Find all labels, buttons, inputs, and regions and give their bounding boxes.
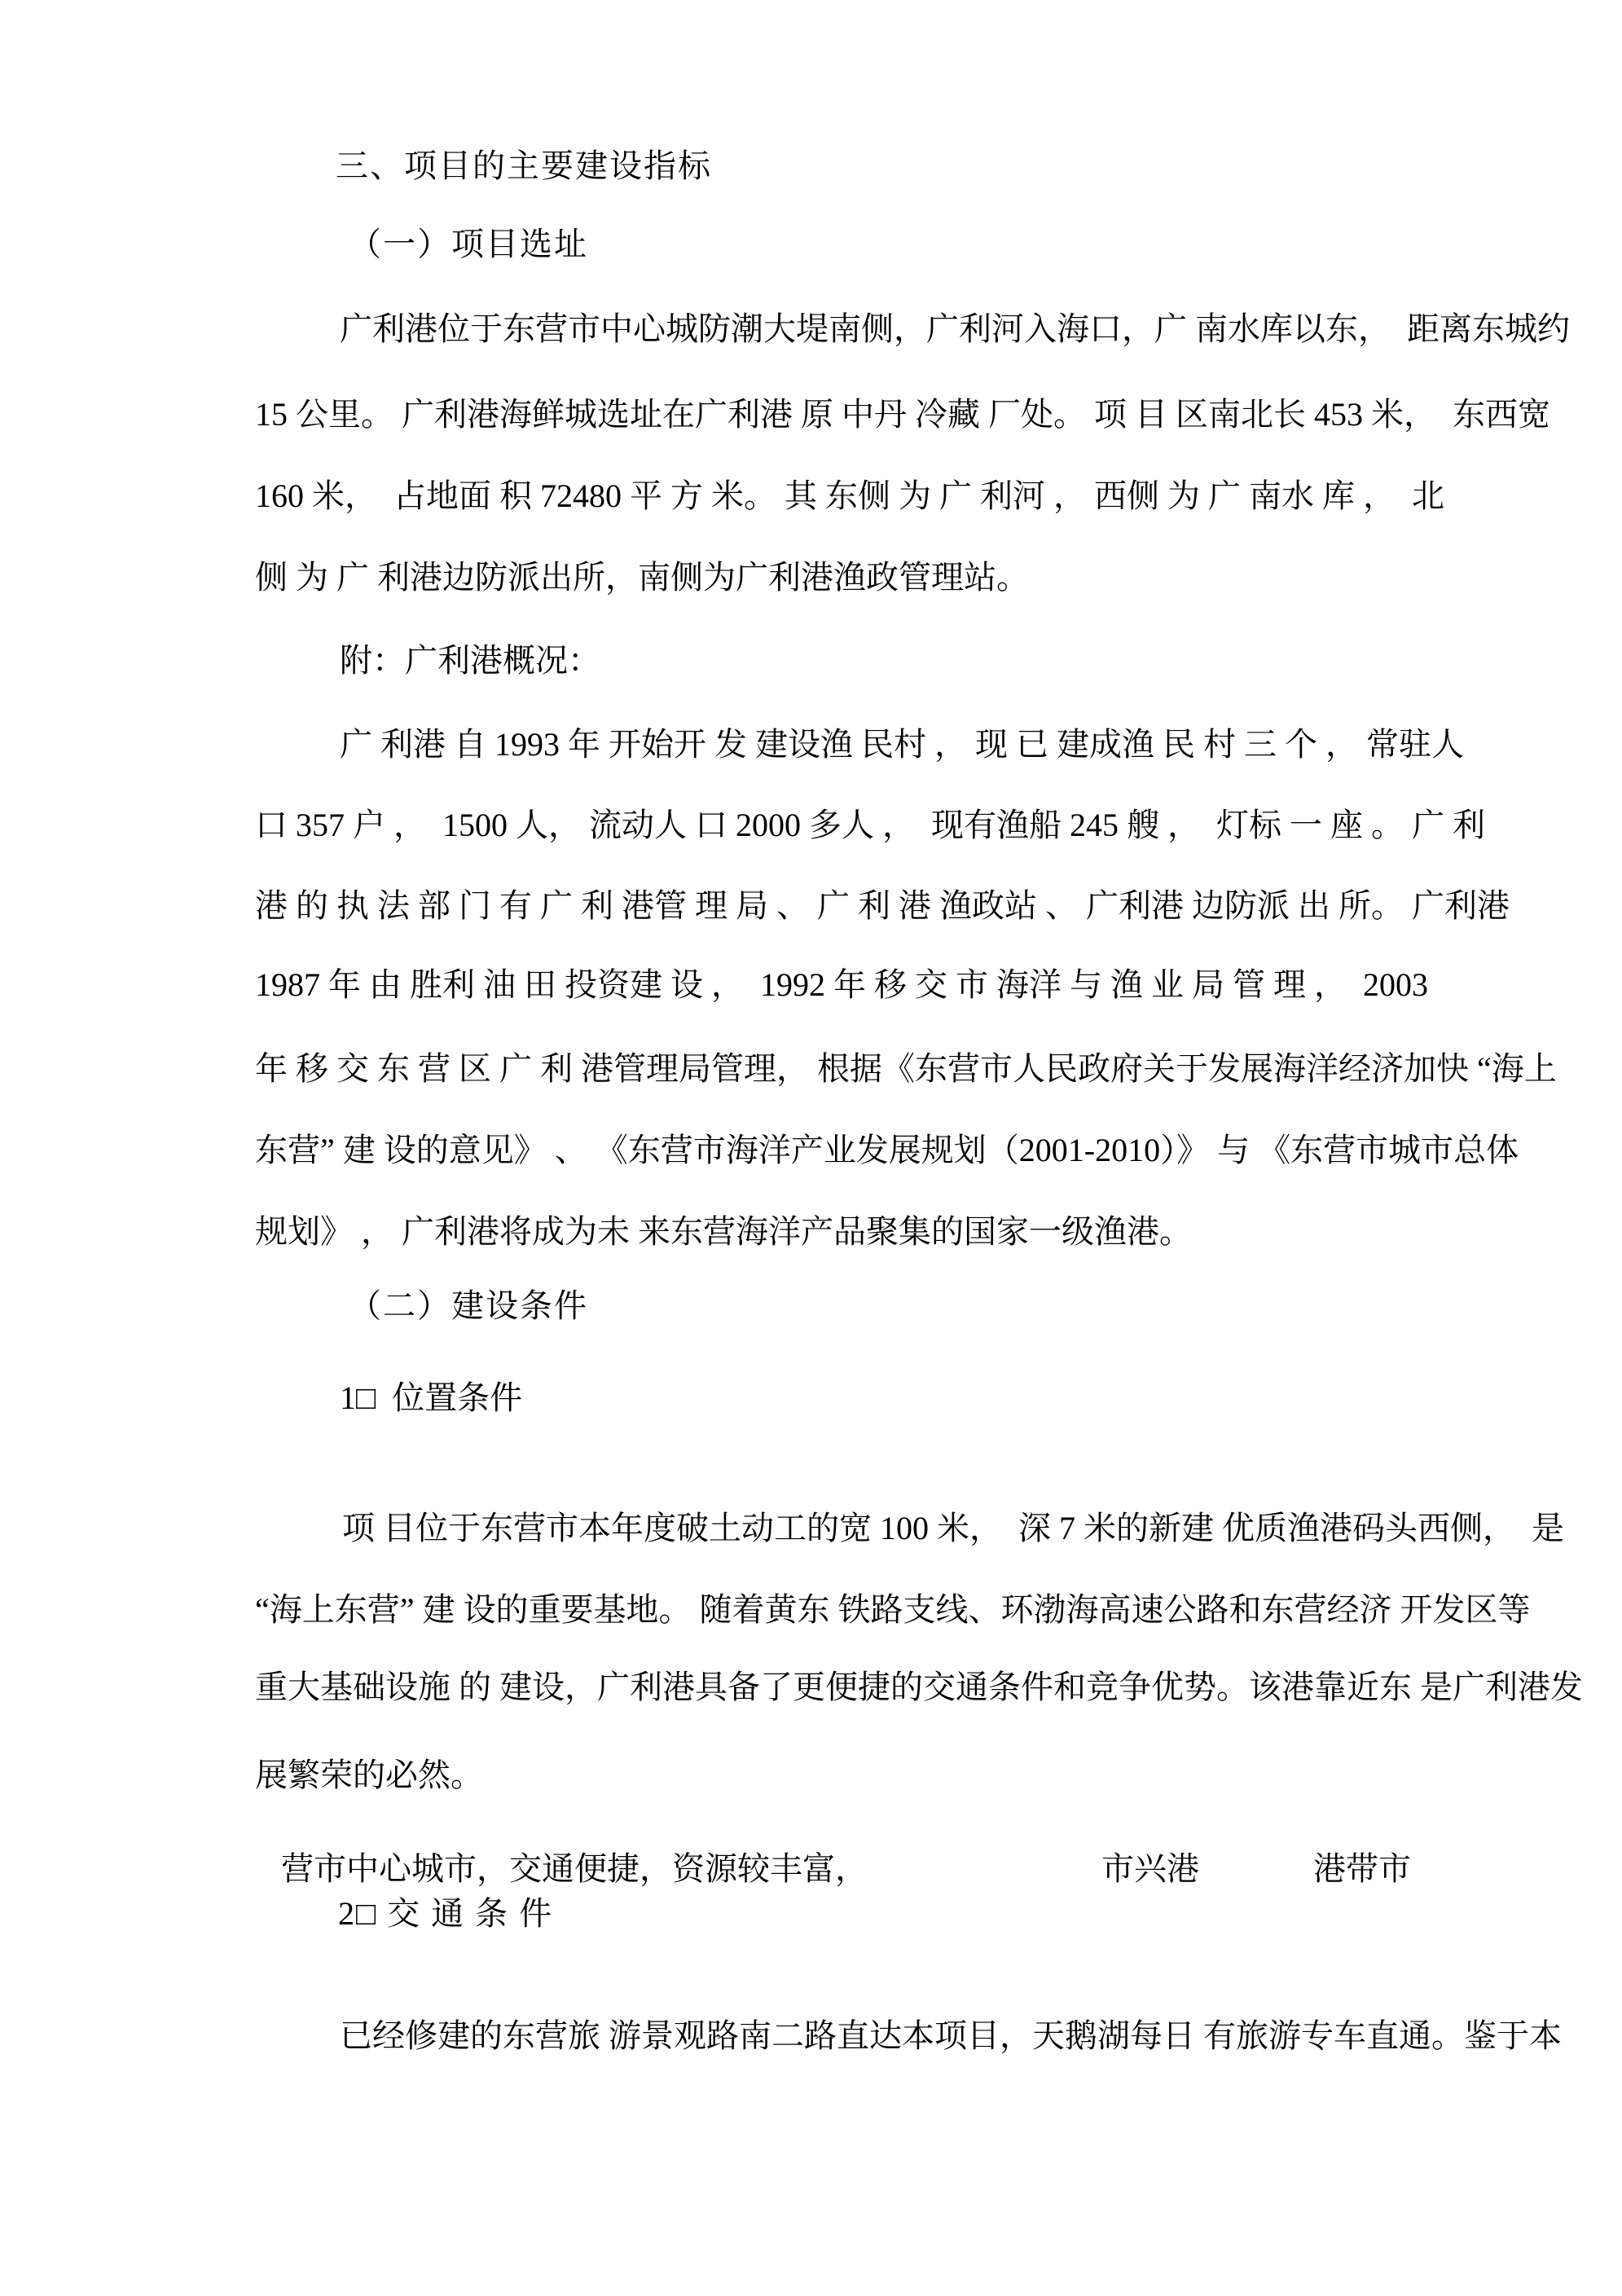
- paragraph-line: 展繁荣的必然。: [255, 1757, 483, 1793]
- paragraph-line: 1987 年 由 胜利 油 田 投资建 设 ， 1992 年 移 交 市 海洋 与 渔 业 局 管 理 ， 2003: [255, 966, 1428, 1003]
- paragraph-line: 项 目位于东营市本年度破土动工的宽 100 米， 深 7 米的新建 优质渔港码头西侧， 是: [342, 1510, 1564, 1546]
- text-fragment: 市兴港: [1101, 1850, 1199, 1887]
- numbered-heading-location-conditions: 1□ 位置条件: [340, 1379, 523, 1416]
- paragraph-line: 160 米， 占地面 积 72480 平 方 米。 其 东侧 为 广 利河 ， 西侧 为 广 南水 库 ， 北: [255, 477, 1444, 514]
- paragraph-line: “海上东营” 建 设的重要基地。 随着黄东 铁路支线、环渤海高速公路和东营经济 开发区等: [255, 1591, 1531, 1628]
- paragraph-line: 广 利港 自 1993 年 开始开 发 建设渔 民村 ， 现 已 建成渔 民 村 三 个 ， 常驻人: [340, 726, 1464, 763]
- text-fragment: 港带市: [1313, 1850, 1411, 1887]
- paragraph-line: 口 357 户 ， 1500 人， 流动人 口 2000 多人 ， 现有渔船 245 艘 ， 灯标 一 座 。 广 利: [255, 807, 1485, 843]
- paragraph-line: 15 公里。 广利港海鲜城选址在广利港 原 中丹 冷藏 厂处。 项 目 区南北长 453 米， 东西宽: [255, 396, 1550, 433]
- attachment-label-line: 附：广利港概况：: [340, 642, 600, 679]
- subsection-heading-construction-conditions: （二）建设条件: [349, 1287, 588, 1324]
- paragraph-line: 侧 为 广 利港边防派出所，南侧为广利港渔政管理站。: [255, 559, 1029, 596]
- section-heading: 三、项目的主要建设指标: [336, 147, 712, 184]
- paragraph-line: 东营” 建 设的意见》 、 《东营市海洋产业发展规划（2001-2010）》 与 《东营市城市总体: [255, 1132, 1519, 1168]
- paragraph-line: 已经修建的东营旅 游景观路南二路直达本项目，天鹅湖每日 有旅游专车直通。鉴于本: [340, 2017, 1562, 2054]
- subsection-heading-site-selection: （一）项目选址: [349, 226, 588, 262]
- paragraph-line: 广利港位于东营市中心城防潮大堤南侧，广利河入海口，广 南水库以东， 距离东城约: [340, 310, 1570, 347]
- text-fragment: 营市中心城市，交通便捷，资源较丰富，: [281, 1850, 868, 1887]
- paragraph-line: 重大基础设施 的 建设，广利港具备了更便捷的交通条件和竞争优势。该港靠近东 是广利港发: [255, 1669, 1583, 1705]
- paragraph-line: 规划》 ， 广利港将成为未 来东营海洋产品聚集的国家一级渔港。: [255, 1213, 1192, 1250]
- paragraph-line: 年 移 交 东 营 区 广 利 港管理局管理， 根据《东营市人民政府关于发展海洋经济加快 “海上: [255, 1050, 1557, 1087]
- numbered-heading-traffic-conditions: 2□ 交 通 条 件: [338, 1895, 554, 1932]
- paragraph-line: 港 的 执 法 部 门 有 广 利 港管 理 局 、 广 利 港 渔政站 、 广利港 边防派 出 所。 广利港: [255, 887, 1510, 924]
